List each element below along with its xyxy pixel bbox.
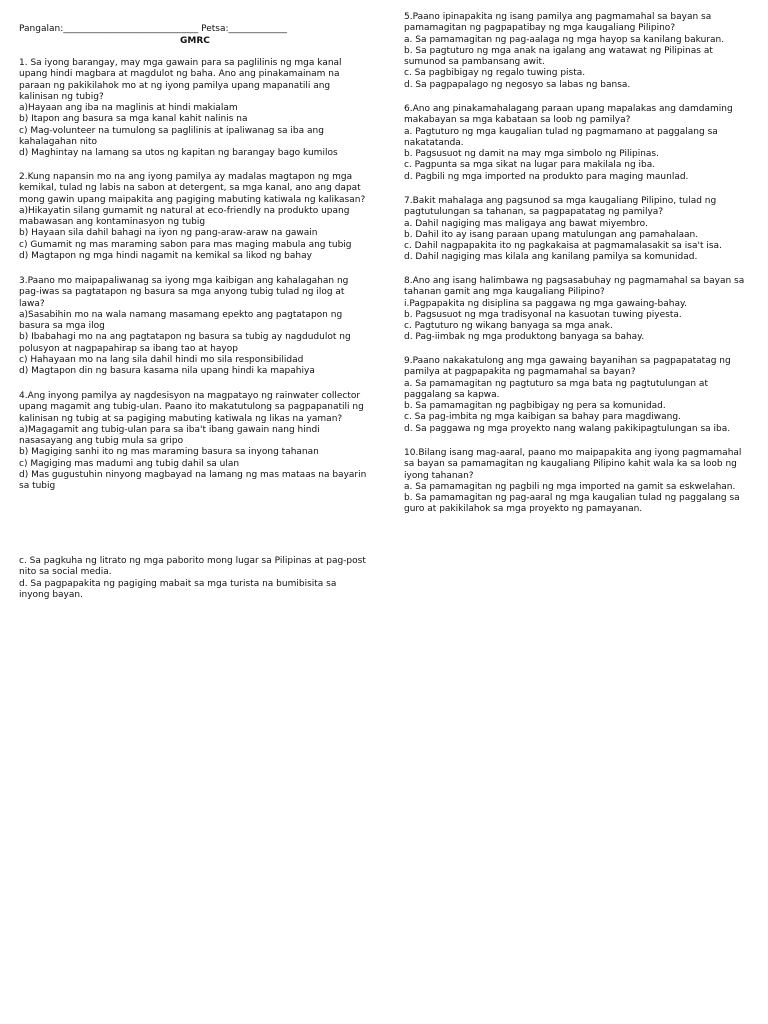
text-line: basura sa mga ilog: [19, 321, 105, 332]
text-line: a)Magagamit ang tubig-ulan para sa iba't ibang gawain nang hindi: [19, 424, 320, 435]
text-line: d) Mas gugustuhin ninyong magbayad na lamang ng mas mataas na bayarin: [19, 470, 367, 481]
text-line: nasasayang ang tubig mula sa gripo: [19, 436, 184, 447]
text-line: b) Hayaan sila dahil bahagi na iyon ng pang-araw-araw na gawain: [19, 228, 318, 239]
text-line: i.Pagpapakita ng disiplina sa paggawa ng mga gawaing-bahay.: [404, 298, 687, 309]
text-line: kalinisan ng tubig?: [19, 91, 104, 102]
question-block: [19, 276, 351, 378]
text-line: b. Pagsusuot ng damit na may mga simbolo ng Pilipinas.: [404, 149, 659, 160]
text-line: pamamagitan ng pagpapatibay ng mga kaugaliang Pilipino?: [404, 23, 676, 34]
text-line: b. Sa pamamagitan ng pagbibigay ng pera sa komunidad.: [404, 401, 666, 412]
text-line: lawa?: [19, 298, 45, 309]
text-line: c) Magiging mas madumi ang tubig dahil sa ulan: [19, 458, 240, 469]
text-line: paggalang sa kapwa.: [404, 389, 500, 400]
text-line: kemikal, tulad ng labis na sabon at detergent, sa mga kanal, ano ang dapat: [19, 183, 361, 194]
question-block: [19, 58, 342, 160]
text-line: upang hindi magbara at magdulot ng baha. Ano ang pinakamainam na: [19, 69, 340, 80]
text-line: kalinisan ng tubig at sa pagiging mabuting katiwala ng likas na yaman?: [19, 413, 343, 424]
subject-title: GMRC: [180, 36, 210, 46]
text-line: mabawasan ang kontaminasyon ng tubig: [19, 217, 206, 228]
text-line: nito sa social media.: [19, 567, 112, 578]
text-line: 8.Ano ang isang halimbawa ng pagsasabuhay ng pagmamahal sa bayan sa: [404, 276, 745, 286]
text-line: d. Pagbili ng mga imported na produkto para maging maunlad.: [404, 171, 689, 182]
text-line: paraan ng pakikilahok mo at ng iyong pamilya upang mapanatili ang: [19, 80, 331, 91]
question-block: [19, 556, 366, 601]
text-line: 7.Bakit mahalaga ang pagsunod sa mga kaugaliang Pilipino, tulad ng: [404, 196, 717, 206]
text-line: 1. Sa iyong barangay, may mga gawain para sa paglilinis ng mga kanal: [19, 58, 342, 68]
text-line: b) Ibabahagi mo na ang pagtatapon ng basura sa tubig ay nagdudulot ng: [19, 332, 351, 343]
text-line: d) Maghintay na lamang sa utos ng kapitan ng barangay bago kumilos: [19, 148, 338, 159]
question-block: [19, 391, 366, 493]
text-line: c) Hahayaan mo na lang sila dahil hindi mo sila responsibilidad: [19, 355, 304, 366]
text-line: d. Sa pagpapakita ng pagiging mabait sa mga turista na bumibisita sa: [19, 578, 337, 589]
text-line: kahalagahan nito: [19, 137, 98, 148]
question-block: [19, 172, 365, 262]
text-line: 6.Ano ang pinakamahalagang paraan upang mapalakas ang damdaming: [404, 104, 733, 114]
text-line: tahanan gamit ang mga kaugaliang Pilipino?: [404, 287, 605, 298]
text-line: upang magamit ang tubig-ulan. Paano ito makatutulong sa pagpapanatili ng: [19, 402, 364, 413]
text-line: c) Mag-volunteer na tumulong sa paglilinis at ipaliwanag sa iba ang: [19, 125, 324, 136]
text-line: pag-iwas sa pagtatapon ng basura sa mga anyong tubig tulad ng ilog at: [19, 287, 345, 298]
text-line: b. Sa pamamagitan ng pag-aaral ng mga kaugalian tulad ng paggalang sa: [404, 493, 740, 504]
question-block: [404, 276, 744, 344]
text-line: nakatatanda.: [404, 137, 464, 148]
text-line: mong gawin upang maipakita ang pagiging mabuting katiwala ng kalikasan?: [19, 194, 366, 205]
text-line: a)Hayaan ang iba na maglinis at hindi makialam: [19, 103, 238, 114]
text-line: a. Sa pamamagitan ng pagtuturo sa mga bata ng pagtutulungan at: [404, 378, 708, 389]
question-block: [404, 448, 741, 516]
text-line: d. Sa paggawa ng mga proyekto nang walang pakikipagtulungan sa iba.: [404, 423, 731, 434]
text-line: a. Dahil nagiging mas maligaya ang bawat miyembro.: [404, 218, 648, 229]
text-line: 4.Ang inyong pamilya ay nagdesisyon na magpatayo ng rainwater collector: [19, 391, 361, 401]
text-line: pamilya at pagpapakita ng pagmamahal sa bayan?: [404, 367, 636, 378]
text-line: b. Pagsusuot ng mga tradisyonal na kasuotan tuwing piyesta.: [404, 309, 682, 320]
text-line: 3.Paano mo maipapaliwanag sa iyong mga kaibigan ang kahalagahan ng: [19, 276, 349, 286]
text-line: c. Dahil nagpapakita ito ng pagkakaisa at pagmamalasakit sa isa't isa.: [404, 241, 722, 252]
text-line: 9.Paano nakakatulong ang mga gawaing bayanihan sa pagpapatatag ng: [404, 356, 731, 366]
text-line: d. Dahil nagiging mas kilala ang kanilang pamilya sa komunidad.: [404, 252, 698, 263]
text-line: b. Sa pagtuturo ng mga anak na igalang ang watawat ng Pilipinas at: [404, 45, 713, 56]
text-line: pagtutulungan sa tahanan, sa pagpapatatag ng pamilya?: [404, 207, 664, 218]
text-line: b) Itapon ang basura sa mga kanal kahit nalinis na: [19, 114, 248, 125]
text-line: sa bayan sa pamamagitan ng kaugaliang Pilipino kahit wala ka sa loob ng: [404, 459, 737, 470]
text-line: makabayan sa mga kabataan sa loob ng pamilya?: [404, 115, 631, 126]
text-line: a. Sa pamamagitan ng pag-aalaga ng mga hayop sa kanilang bakuran.: [404, 34, 725, 45]
text-line: inyong bayan.: [19, 589, 83, 600]
text-line: 2.Kung napansin mo na ang iyong pamilya ay madalas magtapon ng mga: [19, 172, 353, 182]
question-block: [404, 104, 733, 183]
text-line: c) Gumamit ng mas maraming sabon para mas maging mabula ang tubig: [19, 239, 352, 250]
text-line: a)Sasabihin mo na wala namang masamang epekto ang pagtatapon ng: [19, 309, 343, 320]
text-line: d. Pag-iimbak ng mga produktong banyaga sa bahay.: [404, 332, 645, 343]
text-line: iyong tahanan?: [404, 470, 474, 481]
text-line: c. Pagpunta sa mga sikat na lugar para makilala ng iba.: [404, 160, 656, 171]
text-line: a. Sa pamamagitan ng pagbili ng mga imported na gamit sa eskwelahan.: [404, 481, 736, 492]
text-line: c. Sa pagbibigay ng regalo tuwing pista.: [404, 68, 586, 79]
text-line: b) Magiging sanhi ito ng mas maraming basura sa inyong tahanan: [19, 447, 319, 458]
text-line: 10.Bilang isang mag-aaral, paano mo maipapakita ang iyong pagmamahal: [404, 448, 742, 458]
question-block: [404, 12, 724, 91]
text-line: c. Pagtuturo ng wikang banyaga sa mga anak.: [404, 321, 613, 332]
text-line: sumunod sa pambansang awit.: [404, 57, 545, 68]
text-line: b. Dahil ito ay isang paraan upang matulungan ang pamahalaan.: [404, 229, 699, 240]
text-line: a. Pagtuturo ng mga kaugalian tulad ng pagmamano at paggalang sa: [404, 126, 718, 137]
text-line: sa tubig: [19, 481, 56, 492]
question-block: [404, 196, 722, 264]
text-line: a)Hikayatin silang gumamit ng natural at eco-friendly na produkto upang: [19, 205, 350, 216]
text-line: d. Sa pagpapalago ng negosyo sa labas ng bansa.: [404, 79, 631, 90]
text-line: polusyon at nagpapahirap sa ibang tao at hayop: [19, 343, 238, 354]
name-date-line: Pangalan:______________________________ Petsa:_____________: [19, 24, 287, 34]
text-line: d) Magtapon ng mga hindi nagamit na kemikal sa likod ng bahay: [19, 251, 312, 262]
question-block: [404, 356, 731, 435]
text-line: c. Sa pagkuha ng litrato ng mga paborito mong lugar sa Pilipinas at pag-post: [19, 556, 366, 566]
text-line: 5.Paano ipinapakita ng isang pamilya ang pagmamahal sa bayan sa: [404, 12, 712, 22]
text-line: d) Magtapon din ng basura kasama nila upang hindi ka mapahiya: [19, 366, 315, 377]
text-line: c. Sa pag-imbita ng mga kaibigan sa bahay para magdiwang.: [404, 412, 681, 423]
text-line: guro at pakikilahok sa mga proyekto ng pamayanan.: [404, 504, 643, 515]
